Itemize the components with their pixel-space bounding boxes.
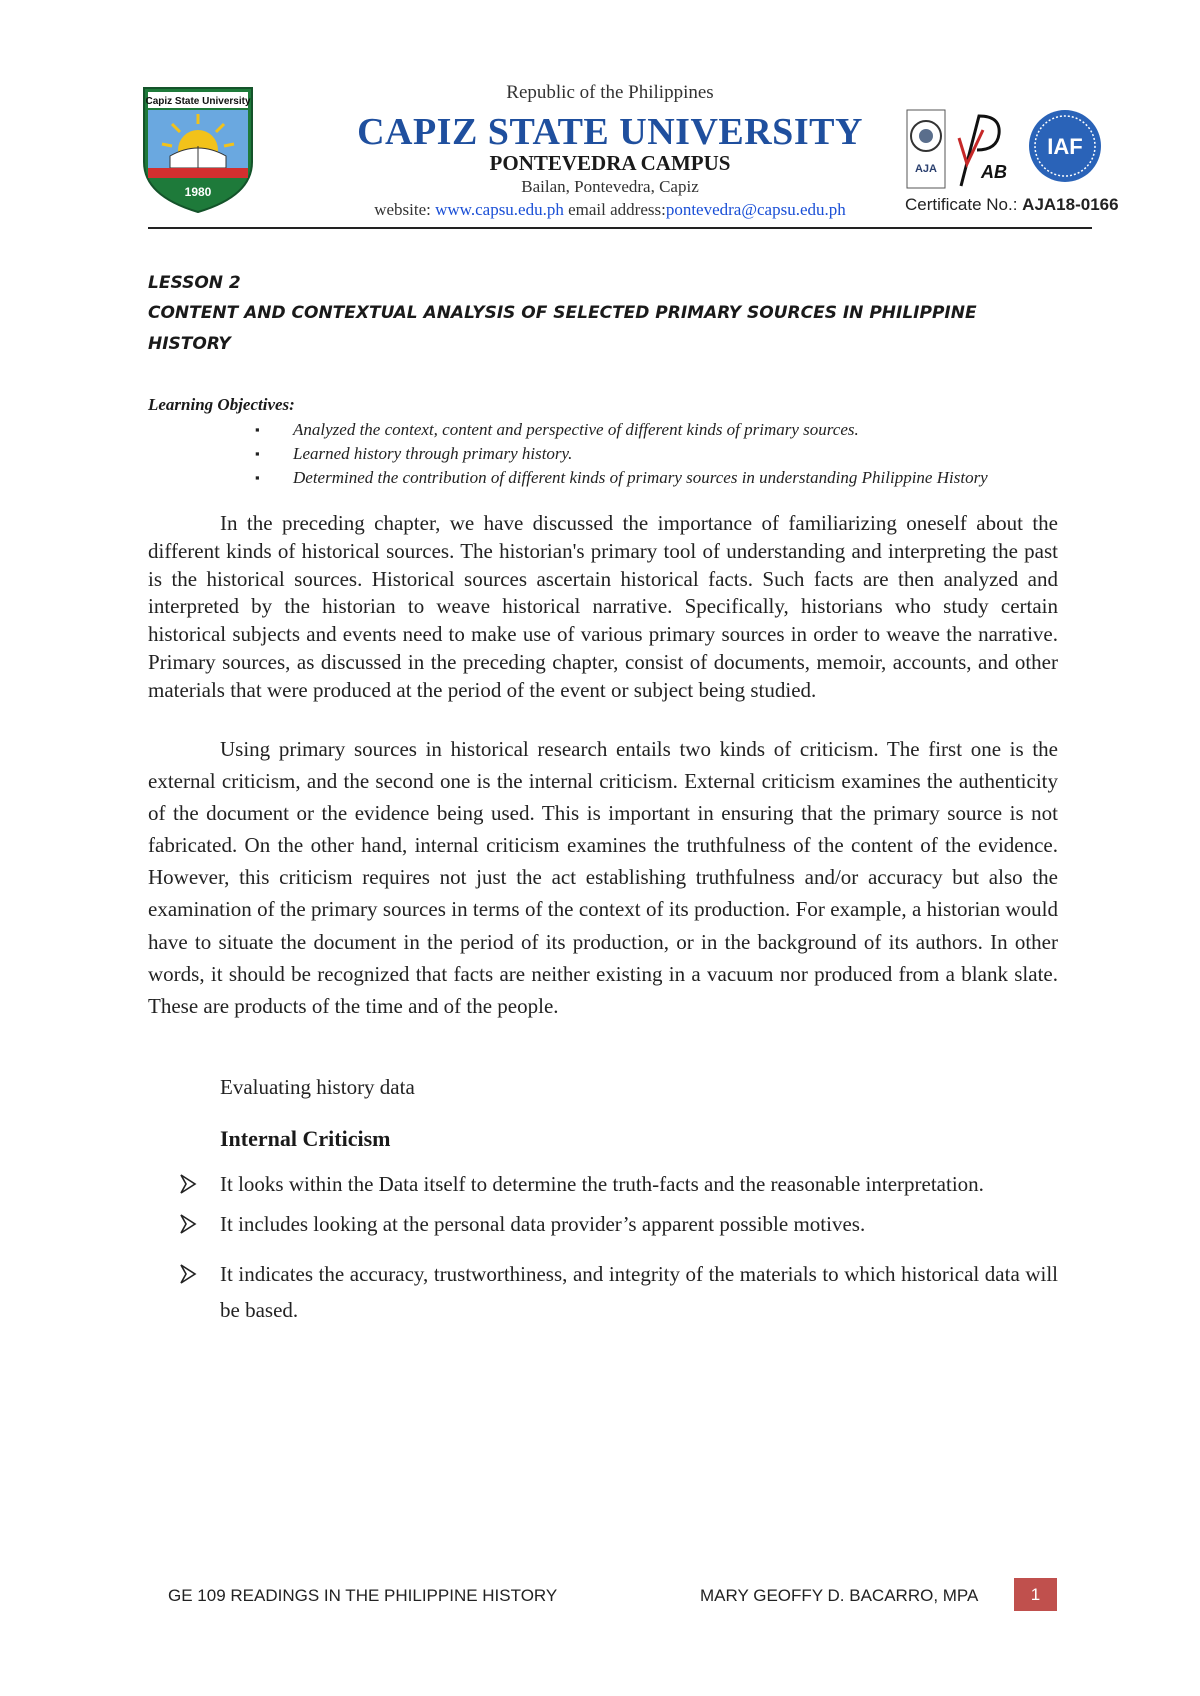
website-link[interactable]: www.capsu.edu.ph xyxy=(435,200,564,219)
certificate-label: Certificate No.: xyxy=(905,195,1018,214)
header-contact xyxy=(300,200,920,220)
university-logo xyxy=(140,84,256,214)
logo-name: Capiz State University xyxy=(145,96,251,107)
aja-logo xyxy=(907,110,945,188)
certificate-value: AJA18-0166 xyxy=(1022,195,1119,214)
page-number-badge: 1 xyxy=(1014,1578,1057,1611)
bullet-icon: ▪ xyxy=(255,446,260,461)
lesson-number: LESSON 2 xyxy=(148,273,241,293)
list-item xyxy=(148,1256,1058,1328)
objective-text: Determined the contribution of different kinds of primary sources in understanding Philippine History xyxy=(293,468,988,487)
footer-course: GE 109 READINGS IN THE PHILIPPINE HISTORY xyxy=(168,1586,558,1605)
body-paragraph: In the preceding chapter, we have discussed the importance of familiarizing oneself about the different kinds of historical sources. The historian's primary tool of understanding and interpreting the past is the historical sources. Historical sources ascertain historical facts. Such facts are then analyzed and interpreted by the historian to weave historical narrative. Specifically, historians who study certain historical subjects and events need to make use of various primary sources in order to weave the narrative. Primary sources, as discussed in the preceding chapter, consist of documents, memoir, accounts, and other materials that were produced at the period of the event or subject being studied. xyxy=(148,511,1058,702)
header-university-name: CAPIZ STATE UNIVERSITY xyxy=(357,111,863,153)
objective-text: Analyzed the context, content and perspective of different kinds of primary sources. xyxy=(293,420,859,439)
lesson-title: CONTENT AND CONTEXTUAL ANALYSIS OF SELECTED PRIMARY SOURCES IN PHILIPPINE HISTORY xyxy=(148,303,977,354)
criteria-text: It looks within the Data itself to determine the truth-facts and the reasonable interpretation. xyxy=(220,1172,984,1196)
list-item xyxy=(148,418,1058,442)
iaf-logo xyxy=(1029,110,1101,182)
list-item xyxy=(148,442,1058,466)
certification-logos xyxy=(905,108,1105,190)
list-item xyxy=(148,1166,1058,1202)
website-label: website: xyxy=(374,200,431,219)
internal-criticism-list xyxy=(148,1166,1058,1328)
criteria-text: It includes looking at the personal data provider’s apparent possible motives. xyxy=(220,1212,866,1236)
footer-author: MARY GEOFFY D. BACARRO, MPA xyxy=(700,1586,979,1605)
header-address: Bailan, Pontevedra, Capiz xyxy=(521,177,699,196)
header-republic: Republic of the Philippines xyxy=(506,82,714,103)
arrow-bullet-icon xyxy=(178,1166,198,1202)
criteria-text: It indicates the accuracy, trustworthiness, and integrity of the materials to which historical data will be based. xyxy=(220,1262,1058,1322)
body-paragraph: Using primary sources in historical research entails two kinds of criticism. The first one is the external criticism, and the second one is the internal criticism. External criticism examines the authenticity of the document or the evidence being used. This is important in ensuring that the primary source is not fabricated. On the other hand, internal criticism examines the truthfulness of the content of the evidence. However, this criticism requires not just the act establishing truthfulness and/or accuracy but also the examination of the primary sources in terms of the context of its production. For example, a historian would have to situate the document in the period of its production, or in the background of its authors. In other words, it should be recognized that facts are neither existing in a vacuum nor produced from a blank slate. These are products of the time and of the people. xyxy=(148,737,1058,1018)
aja-label: AJA xyxy=(914,163,938,175)
jab-label: AB xyxy=(981,162,1007,182)
bullet-icon: ▪ xyxy=(255,470,260,485)
header-campus: PONTEVEDRA CAMPUS xyxy=(489,151,731,175)
header-divider xyxy=(148,227,1092,229)
jab-logo xyxy=(959,116,1007,186)
bullet-icon: ▪ xyxy=(255,422,260,437)
iaf-label: IAF xyxy=(1047,134,1083,159)
list-item xyxy=(148,1206,1058,1242)
logo-year: 1980 xyxy=(184,185,212,199)
arrow-bullet-icon xyxy=(178,1256,198,1292)
email-link[interactable]: pontevedra@capsu.edu.ph xyxy=(665,200,846,219)
objectives-heading: Learning Objectives: xyxy=(148,395,295,414)
arrow-bullet-icon xyxy=(178,1206,198,1242)
objective-text: Learned history through primary history. xyxy=(293,444,573,463)
list-item xyxy=(148,466,1058,490)
internal-criticism-heading: Internal Criticism xyxy=(220,1126,391,1151)
email-label: email address: xyxy=(568,200,666,219)
evaluating-label: Evaluating history data xyxy=(220,1075,415,1099)
certificate-number xyxy=(905,195,1119,215)
objectives-list xyxy=(148,418,1058,490)
